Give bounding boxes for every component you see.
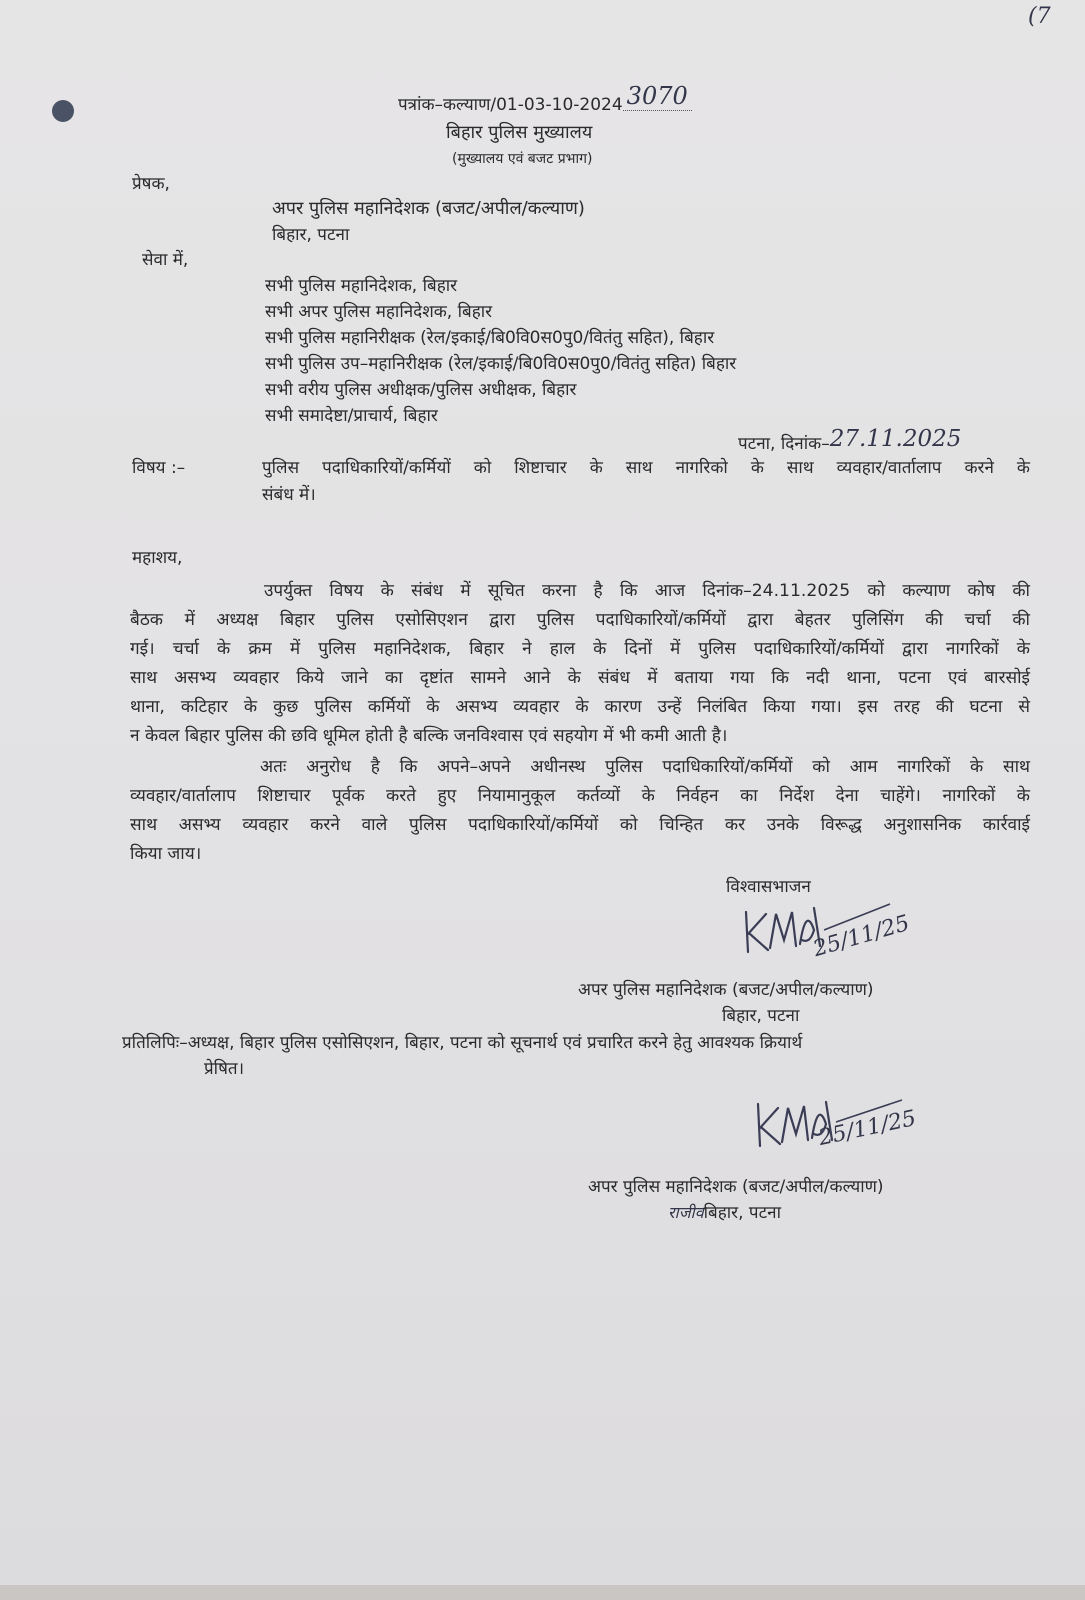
body-line: न केवल बिहार पुलिस की छवि धूमिल होती है बल्कि जनविश्वास एवं सहयोग में भी कमी आती है। (130, 726, 728, 746)
recipient-item: सभी समादेष्टा/प्राचार्य, बिहार (265, 406, 438, 426)
recipients-label: सेवा में, (142, 250, 189, 270)
signature-1-designation: अपर पुलिस महानिदेशक (बजट/अपील/कल्याण) (578, 980, 874, 1000)
body-line: थाना, कटिहार के कुछ पुलिस कर्मियों के असभ्य व्यवहार के कारण उन्हें निलंबित किया गया। इस तरह की घटना से (130, 697, 1030, 717)
copy-line: प्रतिलिपिः–अध्यक्ष, बिहार पुलिस एसोसिएशन, बिहार, पटना को सूचनार्थ एवं प्रचारित करने हेतु आवश्यक क्रियार्थ (122, 1033, 803, 1053)
sender-label: प्रेषक, (132, 174, 170, 194)
sender-place: बिहार, पटना (272, 225, 350, 245)
clerk-note: राजीव (668, 1203, 704, 1222)
signature-2-date: 25/11/25 (816, 1106, 919, 1151)
reference-printed: पत्रांक–कल्याण/01-03-10-2024 (398, 95, 623, 115)
body-line: किया जाय। (130, 844, 202, 864)
letter-date (738, 426, 962, 455)
body-line: साथ असभ्य व्यवहार करने वाले पुलिस पदाधिकारियों/कर्मियों को चिन्हित कर उनके विरूद्ध अनुशासनिक कार्रवाई (130, 815, 1030, 835)
signature-2-designation: अपर पुलिस महानिदेशक (बजट/अपील/कल्याण) (588, 1177, 884, 1197)
salutation: महाशय, (132, 548, 183, 568)
recipient-item: सभी पुलिस महानिदेशक, बिहार (265, 276, 458, 296)
subject-line: पुलिस पदाधिकारियों/कर्मियों को शिष्टाचार के साथ नागरिको के साथ व्यवहार/वार्तालाप करने के (262, 458, 1030, 478)
body-paragraph-1 (130, 577, 1030, 751)
signature-1-date: 25/11/25 (810, 910, 913, 963)
reference-number (398, 82, 692, 116)
reference-handwritten: 3070 (623, 82, 692, 111)
body-line: उपर्युक्त विषय के संबंध में सूचित करना है कि आज दिनांक–24.11.2025 को कल्याण कोष की (264, 581, 1030, 601)
subject-line: संबंध में। (262, 485, 316, 505)
body-line: अतः अनुरोध है कि अपने–अपने अधीनस्थ पुलिस पदाधिकारियों/कर्मियों को आम नागरिकों के साथ (260, 757, 1030, 777)
sender-designation: अपर पुलिस महानिदेशक (बजट/अपील/कल्याण) (272, 198, 585, 219)
date-handwritten: 27.11.2025 (829, 426, 962, 452)
signature-1-initials (748, 918, 777, 932)
punch-hole (52, 100, 74, 122)
bottom-edge (0, 1585, 1085, 1600)
recipient-item: सभी पुलिस उप–महानिरीक्षक (रेल/इकाई/बि0वि0स0पु0/वितंतु सहित) बिहार (265, 354, 737, 374)
body-line: गई। चर्चा के क्रम में पुलिस महानिदेशक, बिहार ने हाल के दिनों में पुलिस पदाधिकारियों/कर्मियों द्वारा नागरिकों के (130, 639, 1030, 659)
page-number: (7 (1028, 4, 1051, 29)
subject-label: विषय :– (132, 458, 186, 478)
office-title: बिहार पुलिस मुख्यालय (446, 122, 593, 143)
recipient-item: सभी पुलिस महानिरीक्षक (रेल/इकाई/बि0वि0स0पु0/वितंतु सहित), बिहार (265, 328, 715, 348)
body-line: बैठक में अध्यक्ष बिहार पुलिस एसोसिएशन द्वारा पुलिस पदाधिकारियों/कर्मियों द्वारा बेहतर पुलिसिंग की चर्चा की (130, 610, 1030, 630)
date-label: पटना, दिनांक– (738, 434, 830, 454)
signature-1-place: बिहार, पटना (722, 1006, 800, 1026)
body-line: साथ असभ्य व्यवहार किये जाने का दृष्टांत सामने आने के संबंध में बताया गया कि नदी थाना, पटना एवं बारसोई (130, 668, 1030, 688)
signature-2-place-line (668, 1200, 781, 1223)
body-paragraph-2 (130, 753, 1030, 869)
signature-2-place: बिहार, पटना (703, 1203, 781, 1223)
recipient-item: सभी अपर पुलिस महानिदेशक, बिहार (265, 302, 493, 322)
signature-2-initials (760, 1110, 789, 1124)
recipient-item: सभी वरीय पुलिस अधीक्षक/पुलिस अधीक्षक, बिहार (265, 380, 577, 400)
closing: विश्वासभाजन (726, 877, 811, 897)
copy-line: प्रेषित। (204, 1059, 245, 1079)
body-line: व्यवहार/वार्तालाप शिष्टाचार पूर्वक करते हुए नियामानुकूल कर्तव्यों के निर्वहन का निर्देश देना चाहेंगे। नागरिकों के (130, 786, 1030, 806)
office-subtitle: (मुख्यालय एवं बजट प्रभाग) (452, 151, 593, 167)
